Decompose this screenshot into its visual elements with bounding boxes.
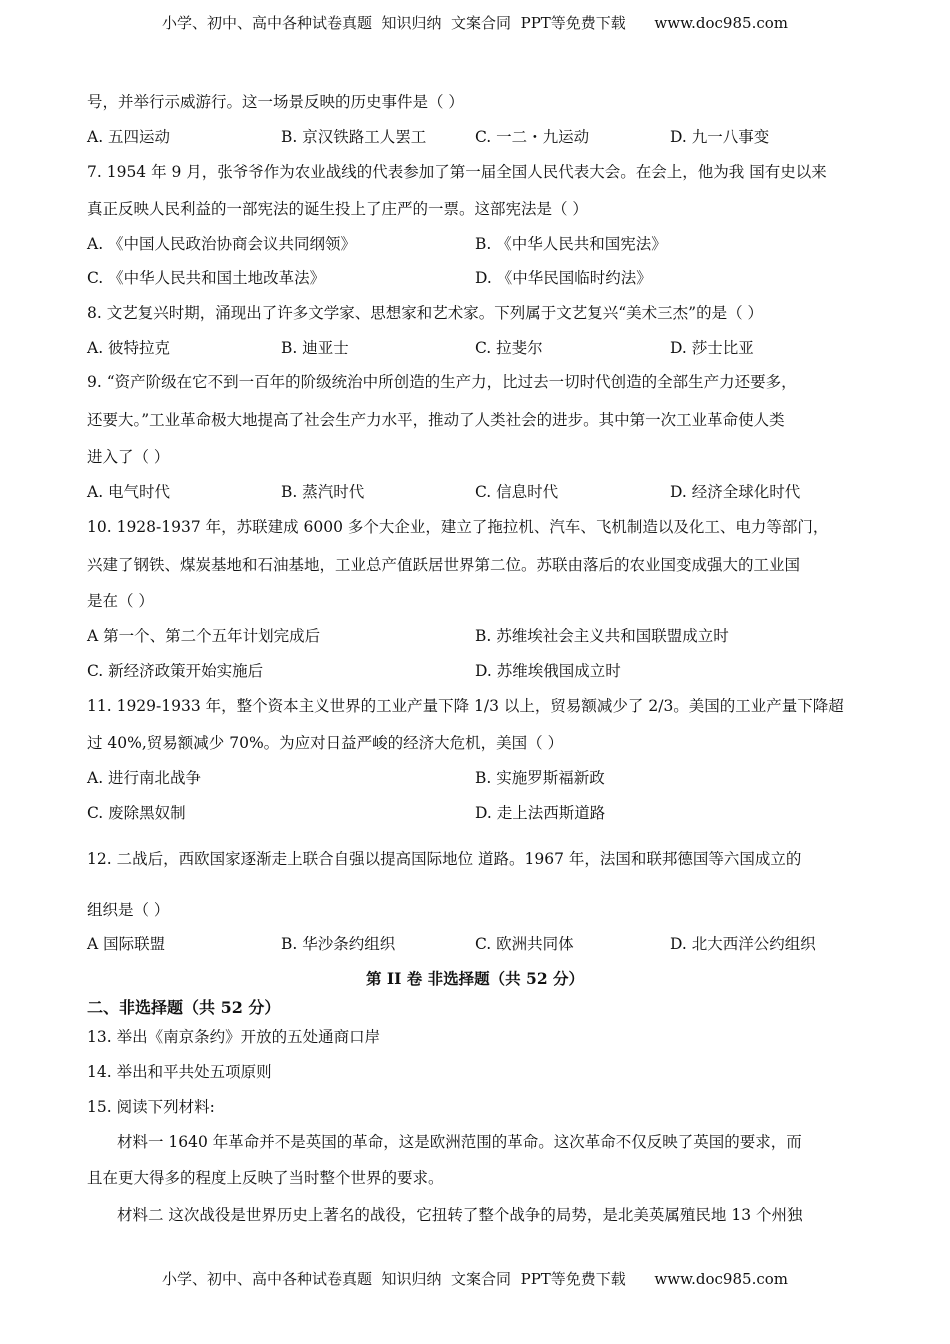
q11-option-a: A. 进行南北战争 xyxy=(87,769,202,787)
q12-option-b: B. 华沙条约组织 xyxy=(281,935,396,953)
q8-option-a: A. 彼特拉克 xyxy=(87,339,171,357)
q6-option-c: C. 一二・九运动 xyxy=(475,128,590,146)
section-title: 第 II 卷 非选择题（共 52 分） xyxy=(365,969,585,988)
q10-option-b: B. 苏维埃社会主义共和国联盟成立时 xyxy=(475,627,729,645)
question-11-text-2: 过 40%,贸易额减少 70%。为应对日益严峻的经济大危机，美国（ ） xyxy=(87,734,564,752)
part-title: 二、非选择题（共 52 分） xyxy=(87,998,281,1017)
question-8-text: 8. 文艺复兴时期，涌现出了许多文学家、思想家和艺术家。下列属于文艺复兴“美术三杰”的是（ ） xyxy=(87,304,763,322)
question-9-text-3: 进入了（ ） xyxy=(87,448,170,466)
material-2-text: 材料二 这次战役是世界历史上著名的战役，它扭转了整个战争的局势，是北美英属殖民地 13 个州独 xyxy=(117,1206,803,1224)
q7-option-c: C. 《中华人民共和国土地改革法》 xyxy=(87,269,326,287)
page-header: 小学、初中、高中各种试卷真题 知识归纳 文案合同 PPT等免费下载 www.doc985.com xyxy=(161,14,788,32)
q7-option-b: B. 《中华人民共和国宪法》 xyxy=(475,235,667,253)
q8-option-d: D. 莎士比亚 xyxy=(670,339,754,357)
question-15-text: 15. 阅读下列材料: xyxy=(87,1098,215,1116)
q9-option-c: C. 信息时代 xyxy=(475,483,559,501)
question-14-text: 14. 举出和平共处五项原则 xyxy=(87,1063,272,1081)
question-7-text: 7. 1954 年 9 月，张爷爷作为农业战线的代表参加了第一届全国人民代表大会。在会上，他为我 国有史以来 xyxy=(87,163,827,181)
question-10-text-2: 兴建了钢铁、煤炭基地和石油基地，工业总产值跃居世界第二位。苏联由落后的农业国变成强大的工业国 xyxy=(87,556,801,574)
q7-option-d: D. 《中华民国临时约法》 xyxy=(475,269,652,287)
question-12-text-2: 组织是（ ） xyxy=(87,901,170,919)
q12-option-a: A 国际联盟 xyxy=(87,935,166,953)
q9-option-a: A. 电气时代 xyxy=(87,483,171,501)
q9-option-d: D. 经济全球化时代 xyxy=(670,483,801,501)
question-9-text: 9. “资产阶级在它不到一百年的阶级统治中所创造的生产力，比过去一切时代创造的全部生产力还要多， xyxy=(87,373,797,391)
q11-option-b: B. 实施罗斯福新政 xyxy=(475,769,605,787)
q12-option-d: D. 北大西洋公约组织 xyxy=(670,935,816,953)
question-6-text: 号，并举行示威游行。这一场景反映的历史事件是（ ） xyxy=(87,93,464,111)
question-10-text: 10. 1928-1937 年，苏联建成 6000 多个大企业，建立了拖拉机、汽车、飞机制造以及化工、电力等部门， xyxy=(87,518,829,536)
q9-option-b: B. 蒸汽时代 xyxy=(281,483,365,501)
question-11-text: 11. 1929-1933 年，整个资本主义世界的工业产量下降 1/3 以上，贸易额减少了 2/3。美国的工业产量下降超 xyxy=(87,697,844,715)
question-12-text: 12. 二战后，西欧国家逐渐走上联合自强以提高国际地位 道路。1967 年，法国和联邦德国等六国成立的 xyxy=(87,850,802,868)
q10-option-d: D. 苏维埃俄国成立时 xyxy=(475,662,621,680)
q6-option-d: D. 九一八事变 xyxy=(670,128,770,146)
q6-option-a: A. 五四运动 xyxy=(87,128,171,146)
question-7-text-2: 真正反映人民利益的一部宪法的诞生投上了庄严的一票。这部宪法是（ ） xyxy=(87,200,588,218)
material-1-text-2: 且在更大得多的程度上反映了当时整个世界的要求。 xyxy=(87,1169,444,1187)
question-13-text: 13. 举出《南京条约》开放的五处通商口岸 xyxy=(87,1028,381,1046)
q8-option-b: B. 迪亚士 xyxy=(281,339,349,357)
q11-option-d: D. 走上法西斯道路 xyxy=(475,804,606,822)
question-10-text-3: 是在（ ） xyxy=(87,592,154,610)
q8-option-c: C. 拉斐尔 xyxy=(475,339,543,357)
q10-option-c: C. 新经济政策开始实施后 xyxy=(87,662,264,680)
material-1-text: 材料一 1640 年革命并不是英国的革命，这是欧洲范围的革命。这次革命不仅反映了英国的要求，而 xyxy=(117,1133,802,1151)
q6-option-b: B. 京汉铁路工人罢工 xyxy=(281,128,427,146)
page-footer: 小学、初中、高中各种试卷真题 知识归纳 文案合同 PPT等免费下载 www.doc985.com xyxy=(161,1270,788,1288)
question-9-text-2: 还要大。”工业革命极大地提高了社会生产力水平，推动了人类社会的进步。其中第一次工业革命使人类 xyxy=(87,411,785,429)
q10-option-a: A 第一个、第二个五年计划完成后 xyxy=(87,627,321,645)
q11-option-c: C. 废除黑奴制 xyxy=(87,804,186,822)
q12-option-c: C. 欧洲共同体 xyxy=(475,935,574,953)
q7-option-a: A. 《中国人民政治协商会议共同纲领》 xyxy=(87,235,357,253)
